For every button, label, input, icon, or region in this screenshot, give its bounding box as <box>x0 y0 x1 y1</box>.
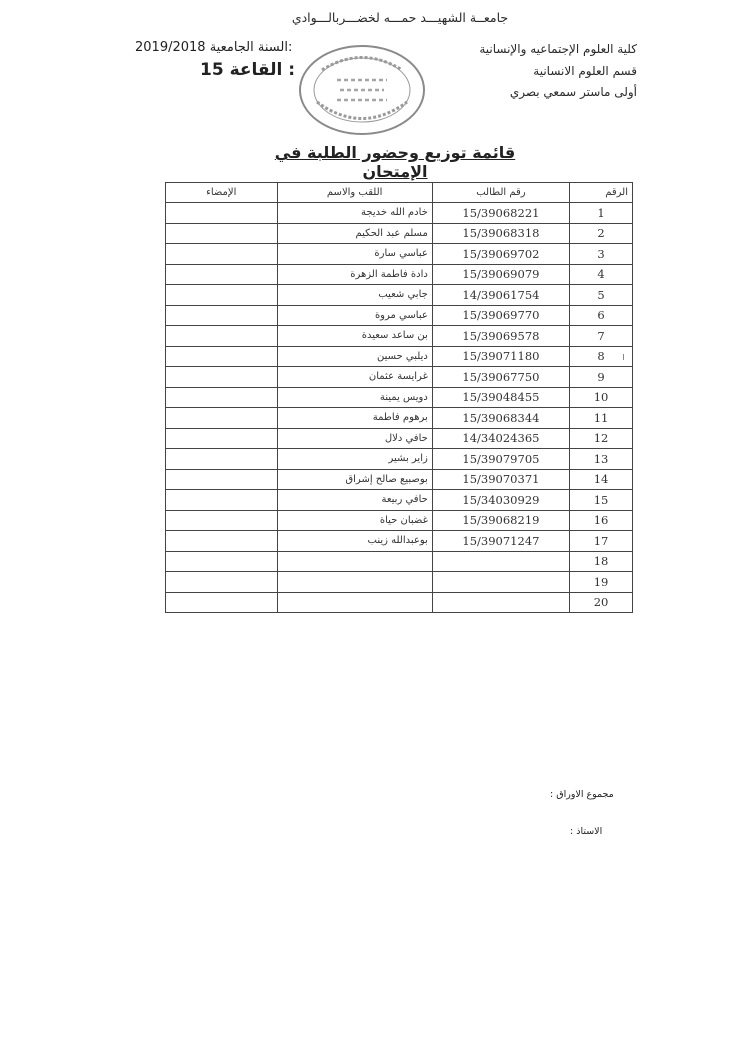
row-number: 3 <box>570 244 633 265</box>
row-number: 14 <box>570 469 633 490</box>
row-number: 7 <box>570 326 633 347</box>
table-row <box>166 264 633 285</box>
document-title: قائمة توزيع وحضور الطلبة في الإمتحان <box>274 143 516 181</box>
header-number: الرقم <box>570 183 633 203</box>
row-student-id: 15/39069578 <box>432 326 569 347</box>
table-row <box>166 428 633 449</box>
exam-hall <box>200 60 295 80</box>
table-row <box>166 572 633 593</box>
row-name <box>277 551 432 572</box>
official-stamp <box>292 40 432 140</box>
row-number: 5 <box>570 285 633 306</box>
study-level: أولى ماستر سمعي بصري <box>509 85 637 99</box>
row-student-id: 15/39069770 <box>432 305 569 326</box>
row-student-id <box>432 592 569 613</box>
row-number: 13 <box>570 449 633 470</box>
row-number: 9 <box>570 367 633 388</box>
row-name: عباسي مروة <box>277 305 432 326</box>
table-row <box>166 367 633 388</box>
row-signature[interactable] <box>166 408 278 429</box>
row-student-id: 15/39068221 <box>432 203 569 224</box>
row-signature[interactable] <box>166 490 278 511</box>
row-student-id: 15/39071180 <box>432 346 569 367</box>
university-name: جامعــة الشهيـــد حمـــه لخضـــربالـــوادي <box>291 10 509 25</box>
row-student-id: 15/39069702 <box>432 244 569 265</box>
table-row <box>166 551 633 572</box>
row-name <box>277 572 432 593</box>
row-number: 12 <box>570 428 633 449</box>
academic-year-label: السنة الجامعية: <box>209 40 293 55</box>
row-name: برهوم فاطمة <box>277 408 432 429</box>
row-signature[interactable] <box>166 510 278 531</box>
row-student-id: 15/39068219 <box>432 510 569 531</box>
row-name: دويس يمينة <box>277 387 432 408</box>
row-number: 6 <box>570 305 633 326</box>
row-name: جابي شعيب <box>277 285 432 306</box>
row-student-id: 15/39071247 <box>432 531 569 552</box>
table-row <box>166 326 633 347</box>
row-number: 16 <box>570 510 633 531</box>
row-student-id: 15/34030929 <box>432 490 569 511</box>
row-name: خادم الله خديجة <box>277 203 432 224</box>
row-signature[interactable] <box>166 428 278 449</box>
row-number: 10 <box>570 387 633 408</box>
table-row <box>166 305 633 326</box>
table-row <box>166 408 633 429</box>
department-name: قسم العلوم الانسانية <box>533 64 637 78</box>
table-row <box>166 346 633 367</box>
row-name: بوعبدالله زينب <box>277 531 432 552</box>
row-signature[interactable] <box>166 264 278 285</box>
academic-year <box>135 40 292 55</box>
table-row <box>166 510 633 531</box>
table-row <box>166 592 633 613</box>
row-name <box>277 592 432 613</box>
row-signature[interactable] <box>166 305 278 326</box>
row-name: ديلبي حسين <box>277 346 432 367</box>
table-row <box>166 244 633 265</box>
row-student-id <box>432 572 569 593</box>
exam-hall-value: 15 <box>200 60 224 80</box>
row-number: 15 <box>570 490 633 511</box>
row-number: 8 <box>570 346 633 367</box>
faculty-name: كلية العلوم الإجتماعيه والإنسانية <box>479 42 637 56</box>
row-name: بوصبيع صالح إشراق <box>277 469 432 490</box>
row-student-id: 14/34024365 <box>432 428 569 449</box>
row-number: 2 <box>570 223 633 244</box>
table-row <box>166 387 633 408</box>
row-signature[interactable] <box>166 592 278 613</box>
row-name: مسلم عبد الحكيم <box>277 223 432 244</box>
row-name: غضبان حياة <box>277 510 432 531</box>
header-signature: الإمضاء <box>166 183 278 203</box>
row-signature[interactable] <box>166 326 278 347</box>
header-name: اللقب والاسم <box>277 183 432 203</box>
row-signature[interactable] <box>166 244 278 265</box>
exam-hall-label: القاعة : <box>229 60 296 80</box>
row-name: عباسي سارة <box>277 244 432 265</box>
table-header-row <box>166 183 633 203</box>
row-name: دادة فاطمة الزهرة <box>277 264 432 285</box>
row-student-id: 15/39067750 <box>432 367 569 388</box>
row-signature[interactable] <box>166 469 278 490</box>
row-number: 18 <box>570 551 633 572</box>
table-row <box>166 223 633 244</box>
table-row <box>166 449 633 470</box>
row-student-id <box>432 551 569 572</box>
total-sheets-label: مجموع الاوراق : <box>550 789 614 800</box>
row-number: 17 <box>570 531 633 552</box>
table-row <box>166 203 633 224</box>
row-name: زاير بشير <box>277 449 432 470</box>
row-signature[interactable] <box>166 551 278 572</box>
row-number: 1 <box>570 203 633 224</box>
row-student-id: 15/39068344 <box>432 408 569 429</box>
row-signature[interactable] <box>166 223 278 244</box>
row-name: حافي دلال <box>277 428 432 449</box>
row-signature[interactable] <box>166 572 278 593</box>
row-student-id: 15/39079705 <box>432 449 569 470</box>
row-signature[interactable] <box>166 367 278 388</box>
table-row <box>166 490 633 511</box>
row-signature[interactable] <box>166 387 278 408</box>
table-row <box>166 531 633 552</box>
row-name: غرايسة عثمان <box>277 367 432 388</box>
row-student-id: 15/39068318 <box>432 223 569 244</box>
table-row <box>166 285 633 306</box>
row-number: 11 <box>570 408 633 429</box>
table-row <box>166 469 633 490</box>
row-signature[interactable] <box>166 449 278 470</box>
professor-label: الاستاذ : <box>570 826 603 837</box>
row-student-id: 15/39070371 <box>432 469 569 490</box>
row-signature[interactable] <box>166 531 278 552</box>
row-number: 19 <box>570 572 633 593</box>
header-student-id: رقم الطالب <box>432 183 569 203</box>
row-number: 4 <box>570 264 633 285</box>
row-signature[interactable] <box>166 203 278 224</box>
attendance-table <box>165 182 633 613</box>
row-number: 20 <box>570 592 633 613</box>
scan-mark <box>623 354 624 360</box>
row-student-id: 15/39048455 <box>432 387 569 408</box>
academic-year-value: 2019/2018 <box>135 40 206 55</box>
row-student-id: 14/39061754 <box>432 285 569 306</box>
row-signature[interactable] <box>166 285 278 306</box>
row-name: حافي ربيعة <box>277 490 432 511</box>
row-name: بن ساعد سعيدة <box>277 326 432 347</box>
row-student-id: 15/39069079 <box>432 264 569 285</box>
row-signature[interactable] <box>166 346 278 367</box>
